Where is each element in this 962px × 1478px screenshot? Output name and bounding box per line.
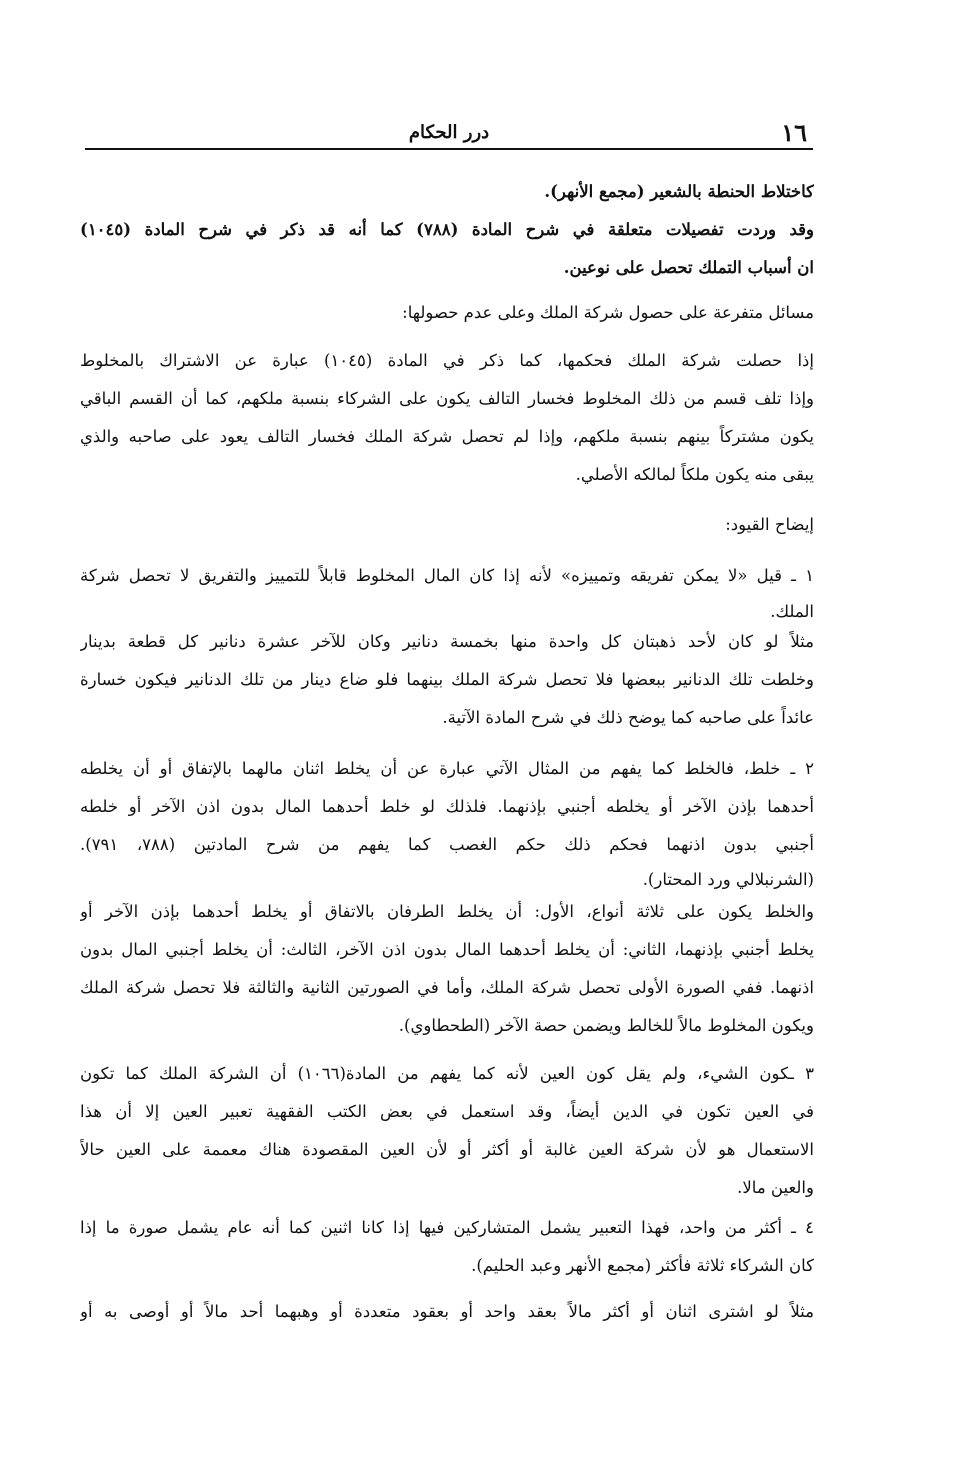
text-line: يكون مشتركاً بينهم بنسبة ملكهم، وإذا لم تحصل شركة الملك فخسار التالف يعود على صاحبه والذي xyxy=(80,427,814,446)
text-line: إذا حصلت شركة الملك فحكمها، كما ذكر في المادة (١٠٤٥) عبارة عن الاشتراك بالمخلوط xyxy=(80,351,814,370)
text-line: يبقى منه يكون ملكاً لمالكه الأصلي. xyxy=(575,465,814,484)
text-line: أحدهما بإذن الآخر أو يخلطه أجنبي بإذنهما. فلذلك لو خلط أحدهما المال بدون اذن الآخر أو خلطه xyxy=(80,797,814,816)
text-line: كاختلاط الحنطة بالشعير (مجمع الأنهر). xyxy=(544,182,814,201)
text-line: وقد وردت تفصيلات متعلقة في شرح المادة (٧٨٨) كما أنه قد ذكر في شرح المادة (١٠٤٥) xyxy=(80,220,814,239)
text-line: (الشرنبلالي ورد المحتار). xyxy=(642,870,814,889)
page-header xyxy=(85,112,813,150)
text-line: في العين تكون في الدين أيضاً، وقد استعمل في بعض الكتب الفقهية تعبير العين إلا أن هذا xyxy=(80,1102,814,1121)
text-line: ويكون المخلوط مالاً للخالط ويضمن حصة الآخر (الطحطاوي). xyxy=(398,1016,814,1035)
text-line: اذنهما. ففي الصورة الأولى تحصل شركة الملك، وأما في الصورتين الثانية والثالثة فلا تحصل شركة الملك xyxy=(80,978,814,997)
text-line: أجنبي بدون اذنهما فحكم ذلك حكم الغصب كما يفهم من شرح المادتين (٧٨٨، ٧٩١). xyxy=(80,835,814,854)
text-line: كان الشركاء ثلاثة فأكثر (مجمع الأنهر وعبد الحليم). xyxy=(471,1256,814,1275)
text-line: الملك. xyxy=(770,602,814,621)
text-line: ان أسباب التملك تحصل على نوعين. xyxy=(563,258,814,277)
text-line: والخلط يكون على ثلاثة أنواع، الأول: أن يخلط الطرفان بالاتفاق أو يخلط أحدهما بإذن الآخر أو xyxy=(80,902,814,921)
running-title: درر الحكام xyxy=(408,122,490,143)
text-line: ٢ ـ خلط، فالخلط كما يفهم من المثال الآتي عبارة عن أن يخلط اثنان مالهما بالإتفاق أو أن يخلطه xyxy=(80,759,814,778)
text-line: وإذا تلف قسم من ذلك المخلوط فخسار التالف يكون على الشركاء بنسبة ملكهم، كما أن القسم الباقي xyxy=(80,389,814,408)
text-line: ١ ـ قيل «لا يمكن تفريقه وتمييزه» لأنه إذا كان المال المخلوط قابلاً للتمييز والتفريق لا تحصل شركة xyxy=(80,566,814,585)
text-line: يخلط أجنبي بإذنهما، الثاني: أن يخلط أحدهما المال بدون اذن الآخر، الثالث: أن يخلط أجنبي المال بدون xyxy=(80,940,814,959)
text-line: مسائل متفرعة على حصول شركة الملك وعلى عدم حصولها: xyxy=(402,303,814,322)
text-line: وخلطت تلك الدنانير ببعضها فلا تحصل شركة الملك بينهما فلو ضاع دينار من تلك الدنانير فيكون خسارة xyxy=(80,670,814,689)
text-line: إيضاح القيود: xyxy=(725,515,814,534)
text-line: مثلاً لو كان لأحد ذهبتان كل واحدة منها بخمسة دنانير وكان للآخر عشرة دنانير كل قطعة بدينار xyxy=(80,632,814,651)
text-line: والعين مالا. xyxy=(737,1178,814,1197)
text-line: عائداً على صاحبه كما يوضح ذلك في شرح المادة الآتية. xyxy=(442,708,814,727)
page-number: ١٦ xyxy=(781,118,807,147)
text-line: ٣ ـكون الشيء، ولم يقل كون العين لأنه كما يفهم من المادة(١٠٦٦) أن الشركة الملك كما تكون xyxy=(80,1064,814,1083)
text-line: مثلاً لو اشترى اثنان أو أكثر مالاً بعقد واحد أو بعقود متعددة أو وهبهما أحد مالاً أو أوصى به أو xyxy=(80,1302,814,1321)
text-line: ٤ ـ أكثر من واحد، فهذا التعبير يشمل المتشاركين فيها إذا كانا اثنين كما أنه عام يشمل صورة ما إذا xyxy=(80,1218,814,1237)
text-line: الاستعمال هو لأن شركة العين غالبة أو أكثر أو لأن العين المقصودة هناك معممة على العين حالاً xyxy=(80,1140,814,1159)
